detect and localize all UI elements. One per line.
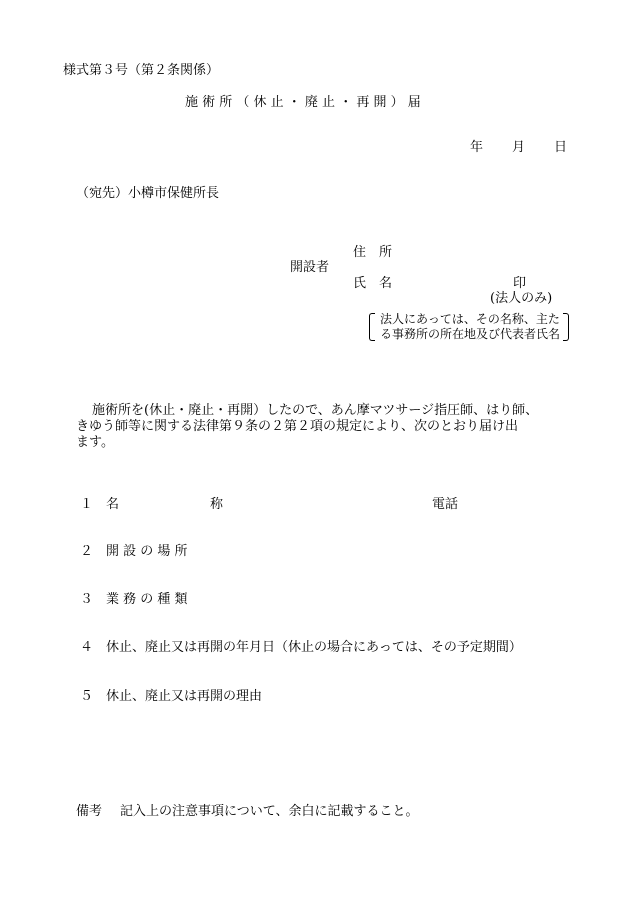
name-label: 氏 名	[353, 276, 393, 291]
item-label: 休止、廃止又は再開の年月日（休止の場合にあっては、その予定期間）	[106, 640, 522, 655]
remarks-text: 記入上の注意事項について、余白に記載すること。	[120, 804, 419, 819]
addressee: （宛先）小樽市保健所長	[76, 186, 220, 201]
form-title: 施 術 所 （ 休 止 ・ 廃 止 ・ 再 開 ） 届	[185, 95, 421, 110]
date-month: 月	[512, 140, 526, 155]
item-number: ４	[80, 640, 94, 655]
corp-note-right-bracket	[563, 313, 569, 341]
item-number: ２	[80, 544, 94, 559]
date-year: 年	[470, 140, 484, 155]
applicant-label: 開設者	[290, 260, 330, 275]
item-label: 開 設 の 場 所	[106, 544, 188, 559]
phone-label: 電話	[432, 497, 459, 512]
item-number: ５	[80, 689, 94, 704]
body-line3: ます。	[76, 435, 114, 450]
item-number: ３	[80, 592, 94, 607]
remarks-label: 備考	[76, 804, 103, 819]
date-day: 日	[554, 140, 568, 155]
item-label: 名 称	[106, 497, 224, 512]
item-label: 休止、廃止又は再開の理由	[106, 689, 263, 704]
address-label: 住 所	[353, 245, 393, 260]
body-line2: きゆう師等に関する法律第９条の２第２項の規定により、次のとおり届け出	[76, 419, 519, 434]
item-number: １	[80, 497, 94, 512]
seal-note: (法人のみ)	[490, 291, 553, 306]
corp-note-line2: る事務所の所在地及び代表者氏名	[380, 327, 561, 341]
seal-mark: 印	[513, 276, 527, 291]
form-number: 様式第３号（第２条関係）	[63, 63, 220, 78]
corp-note-left-bracket	[369, 313, 375, 341]
corp-note-line1: 法人にあっては、その名称、主た	[380, 312, 560, 326]
body-line1: 施術所を(休止・廃止・再開）したので、あん摩マツサージ指圧師、はり師、	[92, 403, 539, 418]
item-label: 業 務 の 種 類	[106, 592, 188, 607]
